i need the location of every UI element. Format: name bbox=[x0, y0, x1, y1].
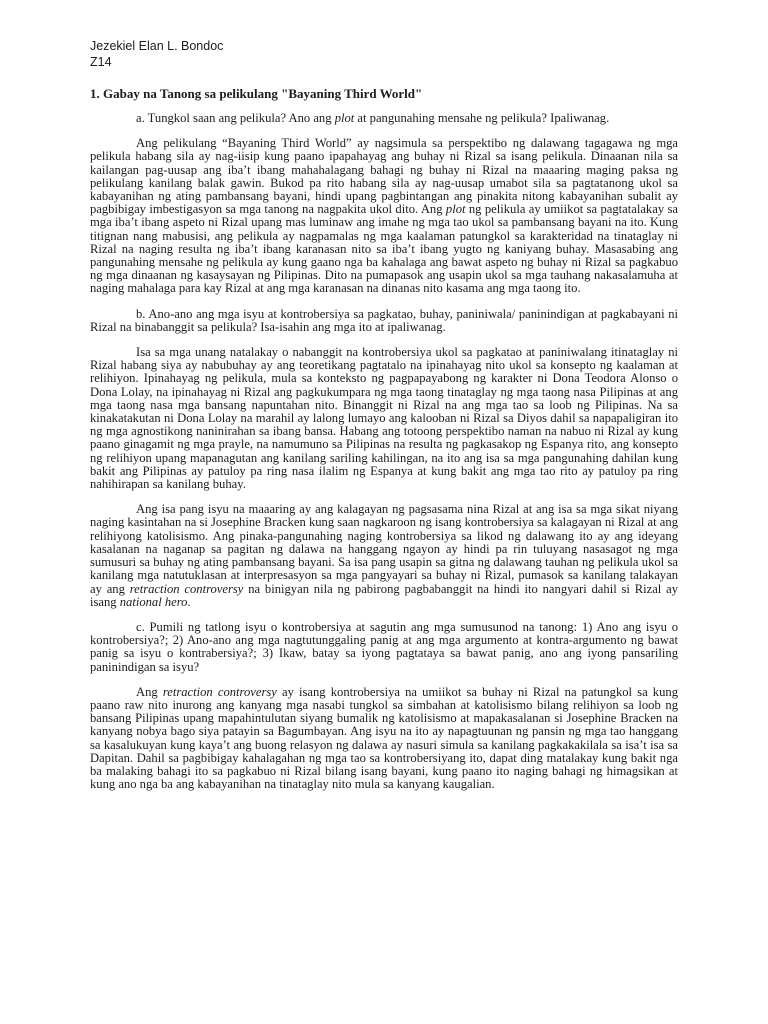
question-a-text-2: at pangunahing mensahe ng pelikula? Ipaliwanag. bbox=[354, 111, 610, 125]
question-a-emphasis: plot bbox=[334, 111, 355, 125]
section-code: Z14 bbox=[90, 55, 112, 69]
answer-b-paragraph-1: Isa sa mga unang natalakay o nabanggit na kontrobersiya ukol sa pagkatao at paniniwalang itinataglay ni Rizal habang siya ay nabubuhay ay ang teoretikang pagtatalo na ipinahayag nito ukol sa konsepto ng kaalaman at relihiyon. Ipinahayag ng pelikula, mula sa konteksto ng pagpapayabong ng karakter ni Dona Teodora Alonso o Dona Lolay, na ipinahayag ni Rizal ang pagkukumpara ng mga taong tinataglay ng mga taong nasa Pilipinas at ang mga taong nasa mga bansang napuntahan nito. Binanggit ni Rizal na ang mga tao sa loob ng Pilipinas. Na sa kinakatakutan ni Dona Lolay na marahil ay lalong lumayo ang kalooban ni Rizal sa Diyos dahil sa napapaligiran ito ng mga agnostikong naninirahan sa ibang bansa. Habang ang totoong perspektibo naman na nabuo ni Rizal ay kung paano ginagamit ng mga prayle, na namumuno sa Pilipinas na resulta ng pagkasakop ng Espanya rito, ang konsepto ng relihiyon upang mapanagutan ang kanilang sariling kahilingan, na ito ang isa sa mga pangunahing dahilan kung bakit ang Pilipinas ay patuloy pa ring nasa ilalim ng Espanya at kung bakit ang mga tao rito ay patuloy pa ring nahihirapan sa kanilang buhay. bbox=[90, 345, 678, 492]
answer-c-emphasis: retraction controversy bbox=[162, 684, 277, 699]
answer-b2-text-2: na binigyan nila ng pabirong pagbabanggit na hindi ito nangyari dahil si Rizal ay isang bbox=[90, 581, 678, 609]
answer-c bbox=[90, 686, 678, 792]
question-a-text-1: a. Tungkol saan ang pelikula? Ano ang bbox=[136, 111, 335, 125]
answer-b2-text-1: Ang isa pang isyu na maaaring ay ang kalagayan ng pagsasama nina Rizal at ang isa sa mga sikat niyang naging kasintahan na si Josephine Bracken kung saan nagkaroon ng isang kontrobersiya sa kalagayan ni Rizal at ang relihiyong katolisismo. Ang pinaka-pangunahing naging kontrobersiya sa likod ng dalawang ito ay ang ideyang kasalanan na naganap sa pagitan ng dalawa na hanggang ngayon ay hindi pa rin tuluyang nasasagot ng mga sumusuri sa buhay ng ating pambansang bayani. Sa isa pang usapin sa gitna ng dalawang tauhan ng pelikula ukol sa kanilang mga natutuklasan at interpresasyon sa mga pangyayari sa buhay ni Rizal, pumasok sa kanilang talakayan ay ang bbox=[90, 502, 678, 596]
answer-c-text-2: ay isang kontrobersiya na umiikot sa buhay ni Rizal na patungkol sa kung paano raw nito inurong ang kanyang mga nasabi tungkol sa simbahan at katolisismo bilang relihiyon sa loob ng bansang Pilipinas upang mapahintulutan siyang bumalik ng katolisismo at mapakasalanan si Josephine Bracken na kanyang nobya bago siya patayin sa Bagumbayan. Ang isyu na ito ay napagtuunan ng pansin ng mga tao hanggang sa kasalukuyan kung kaya’t ang buong relasyon ng dalawa ay nasuri simula sa kanilang pagkakakilala sa isa’t isa sa Dapitan. Dahil sa pagbibigay kahalagahan ng mga tao sa kontrobersiyang ito, dapat ding matalakay kung bakit nga ba malaking bahagi ito sa pagkabuo ni Rizal bilang isang bayani, kung paano ito naging bahagi ng himagsikan at kung ano nga ba ang kabayanihan na tinataglay nito mula sa kanyang kaugalian. bbox=[90, 684, 678, 792]
answer-b2-text-3: . bbox=[187, 594, 191, 609]
question-b: b. Ano-ano ang mga isyu at kontrobersiya sa pagkatao, buhay, paniniwala/ paninindigan at pagkabayani ni Rizal na binabanggit sa pelikula? Isa-isahin ang mga ito at ipaliwanag. bbox=[90, 306, 678, 334]
answer-a bbox=[90, 137, 678, 295]
document-header bbox=[90, 38, 678, 70]
question-c: c. Pumili ng tatlong isyu o kontrobersiya at sagutin ang mga sumusunod na tanong: 1) Ano ang isyu o kontrobersiya?; 2) Ano-ano ang mga nagtutunggaling panig at ang mga argumento at kontra-argumento ng bawat panig sa isyu o kontrabersiya?; 3) Ikaw, batay sa iyong pagtataya sa bawat panig, ano ang iyong pansariling paninindigan sa isyu? bbox=[90, 619, 678, 674]
question-a bbox=[90, 112, 678, 125]
answer-a-emphasis: plot bbox=[445, 202, 466, 217]
document-title: 1. Gabay na Tanong sa pelikulang "Bayaning Third World" bbox=[90, 86, 423, 101]
answer-b2-emphasis-1: retraction controversy bbox=[129, 581, 244, 596]
author-name: Jezekiel Elan L. Bondoc bbox=[90, 39, 224, 53]
answer-b-paragraph-2 bbox=[90, 503, 678, 609]
answer-c-text-1: Ang bbox=[136, 684, 163, 699]
answer-b2-emphasis-2: national hero bbox=[119, 594, 188, 609]
answer-a-text-1: Ang pelikulang “Bayaning Third World” ay nagsimula sa perspektibo ng dalawang tagagawa ng mga pelikula habang sila ay nag-iisip kung paano ipapahayag ang buhay ni Rizal sa isang pelikula. Dinaanan nila sa kailangan pag-uusap ang iba’t ibang mahahalagang bahagi ng buhay ni Rizal na maaaring maging paksa ng pelikulang kanilang balak gawin. Bukod pa rito habang sila ay nag-uusap umabot sila sa pagtatanong ukol sa kabayanihan ng ating pambansang bayani, hindi upang pagbintangan ang pinakita nitong kabayanihan subalit ay pagbibigay imbestigasyon sa mga tanong na nagpakita ukol dito. Ang bbox=[90, 136, 678, 217]
answer-a-text-2: ng pelikula ay umiikot sa pagtatalakay sa mga iba’t ibang aspeto ni Rizal upang mas luminaw ang imahe ng mga tao ukol sa pambansang bayani na ito. Kung titignan nang mabusisi, ang pelikula ay nagpamalas ng mga kaalaman patungkol sa karakteridad na tinataglay ni Rizal na naging resulta ng iba’t ibang karanasan nito sa iba’t ibang yugto ng kaniyang buhay. Masasabing ang pangunahing mensahe ng pelikula ay kung gaano nga ba kahalaga ang bawat aspeto ng buhay ni Rizal sa pagkabuo ng mga dinaanan ng kasaysayan ng Pilipinas. Dito na pumapasok ang usapin ukol sa mga tauhang nakasalamuha at naging mahalaga para kay Rizal at ang mga karanasan na dinanas nito kasama ang mga taong ito. bbox=[90, 202, 678, 296]
